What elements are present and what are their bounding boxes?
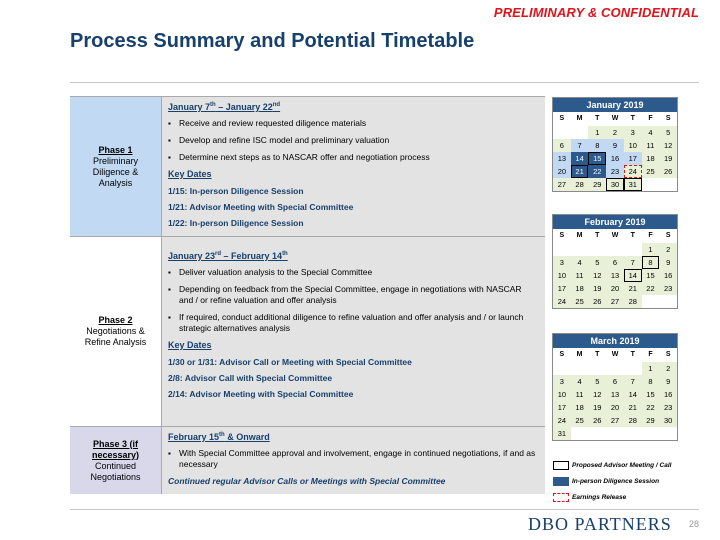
legend-item-proposed bbox=[553, 459, 671, 471]
calendar-day: 21 bbox=[571, 165, 589, 178]
calendar-day: 17 bbox=[624, 152, 642, 165]
calendar-day: 9 bbox=[659, 375, 677, 388]
calendar-empty-cell bbox=[571, 362, 589, 375]
legend-item-earnings bbox=[553, 491, 671, 503]
calendar-empty-cell bbox=[642, 178, 660, 191]
legend-swatch-earnings bbox=[553, 493, 569, 502]
calendar-day: 29 bbox=[588, 178, 606, 191]
company-logo: DBO PARTNERS bbox=[528, 514, 672, 534]
page-title: Process Summary and Potential Timetable bbox=[70, 30, 475, 52]
weekday-label: T bbox=[630, 115, 635, 122]
calendar-day: 28 bbox=[624, 414, 642, 427]
calendar-january bbox=[552, 97, 678, 192]
calendar-day: 19 bbox=[588, 282, 606, 295]
phase-3-desc-line: Continued bbox=[94, 460, 137, 471]
legend-swatch-diligence bbox=[553, 477, 569, 486]
phase-table bbox=[70, 96, 545, 494]
calendar-week-row bbox=[553, 256, 677, 269]
calendar-day: 3 bbox=[624, 126, 642, 139]
calendar-day: 12 bbox=[588, 269, 606, 282]
confidential-label: PRELIMINARY & CONFIDENTIAL bbox=[493, 5, 699, 20]
phase-2-bullet: ▪ Depending on feedback from the Special Committee, engage in negotiations with NASCAR and / or refine valuation and offer analysis bbox=[168, 284, 537, 306]
calendar-day: 2 bbox=[606, 126, 624, 139]
calendar-day: 4 bbox=[571, 375, 589, 388]
weekday-label: S bbox=[665, 115, 671, 122]
weekday-label: S bbox=[665, 351, 671, 358]
phase-3-row bbox=[70, 426, 545, 494]
calendar-day: 30 bbox=[606, 178, 624, 191]
calendar-day: 22 bbox=[588, 165, 606, 178]
calendar-week-row bbox=[553, 401, 677, 414]
calendar-day: 15 bbox=[642, 388, 660, 401]
calendar-weekday-row bbox=[553, 348, 677, 362]
calendar-day: 9 bbox=[659, 256, 677, 269]
calendar-day: 8 bbox=[642, 375, 660, 388]
legend-swatch-proposed bbox=[553, 461, 569, 470]
calendar-day: 26 bbox=[659, 165, 677, 178]
calendar-week-row bbox=[553, 295, 677, 308]
calendar-week-row bbox=[553, 414, 677, 427]
calendar-empty-cell bbox=[606, 362, 624, 375]
calendar-day: 7 bbox=[571, 139, 589, 152]
calendar-day: 28 bbox=[571, 178, 589, 191]
calendar-day: 10 bbox=[624, 139, 642, 152]
calendar-day: 16 bbox=[659, 269, 677, 282]
calendar-day: 2 bbox=[659, 243, 677, 256]
calendar-day: 15 bbox=[642, 269, 660, 282]
calendar-day: 5 bbox=[588, 375, 606, 388]
phase-1-content bbox=[162, 97, 545, 236]
weekday-label: F bbox=[648, 115, 653, 122]
calendar-day: 23 bbox=[606, 165, 624, 178]
calendar-empty-cell bbox=[624, 427, 642, 440]
calendar-empty-cell bbox=[553, 243, 571, 256]
calendar-day: 6 bbox=[606, 256, 624, 269]
calendar-title: February 2019 bbox=[553, 215, 677, 229]
legend-label: In-person Diligence Session bbox=[572, 477, 660, 485]
phase-2-bullet: ▪ Deliver valuation analysis to the Special Committee bbox=[168, 267, 537, 278]
calendar-day: 20 bbox=[606, 282, 624, 295]
legend-item-diligence bbox=[553, 475, 671, 487]
calendar-day: 1 bbox=[642, 362, 660, 375]
weekday-label: W bbox=[611, 232, 619, 239]
weekday-label: T bbox=[630, 232, 635, 239]
calendar-day: 30 bbox=[659, 414, 677, 427]
phase-1-bullet: ▪ Determine next steps as to NASCAR offer and negotiation process bbox=[168, 152, 537, 163]
calendar-day: 17 bbox=[553, 282, 571, 295]
calendar-legend bbox=[553, 459, 671, 507]
phase-1-row bbox=[70, 97, 545, 236]
calendar-empty-cell bbox=[659, 178, 677, 191]
calendar-day: 4 bbox=[642, 126, 660, 139]
calendar-day: 25 bbox=[571, 414, 589, 427]
phase-2-desc-line: Negotiations & bbox=[86, 326, 145, 336]
calendar-day: 12 bbox=[659, 139, 677, 152]
calendar-day: 6 bbox=[606, 375, 624, 388]
calendar-title: March 2019 bbox=[553, 334, 677, 348]
phase-1-label bbox=[70, 97, 162, 236]
phase-2-key-date: 2/14: Advisor Meeting with Special Committee bbox=[168, 389, 354, 399]
calendar-day: 3 bbox=[553, 256, 571, 269]
calendar-empty-cell bbox=[606, 427, 624, 440]
phase-2-date-range: January 23rd – February 14th bbox=[168, 251, 288, 261]
calendar-day: 28 bbox=[624, 295, 642, 308]
calendar-title: January 2019 bbox=[553, 98, 677, 112]
calendar-day: 24 bbox=[624, 165, 642, 178]
calendar-day: 26 bbox=[588, 295, 606, 308]
calendar-day: 5 bbox=[659, 126, 677, 139]
calendar-week-row bbox=[553, 362, 677, 375]
calendar-day: 13 bbox=[606, 269, 624, 282]
calendar-empty-cell bbox=[642, 427, 660, 440]
weekday-label: M bbox=[576, 351, 583, 358]
calendar-empty-cell bbox=[642, 295, 660, 308]
weekday-label: S bbox=[665, 232, 671, 239]
weekday-label: M bbox=[576, 115, 583, 122]
calendar-day: 22 bbox=[642, 401, 660, 414]
weekday-label: W bbox=[611, 351, 619, 358]
calendar-day: 22 bbox=[642, 282, 660, 295]
calendar-day: 31 bbox=[553, 427, 571, 440]
phase-3-name: Phase 3 (if necessary) bbox=[91, 438, 140, 460]
calendar-empty-cell bbox=[588, 362, 606, 375]
weekday-label: W bbox=[611, 115, 619, 122]
calendar-day: 16 bbox=[659, 388, 677, 401]
calendar-day: 23 bbox=[659, 282, 677, 295]
calendar-empty-cell bbox=[553, 126, 571, 139]
phase-2-bullet: ▪ If required, conduct additional diligence to refine valuation and offer analysis and / or launch strategic alternatives analysis bbox=[168, 312, 537, 334]
calendar-day: 20 bbox=[553, 165, 571, 178]
phase-3-label bbox=[70, 427, 162, 494]
weekday-label: S bbox=[559, 115, 565, 122]
legend-label: Earnings Release bbox=[572, 493, 627, 501]
calendar-week-row bbox=[553, 427, 677, 440]
calendar-empty-cell bbox=[588, 243, 606, 256]
weekday-label: S bbox=[559, 232, 565, 239]
calendar-day: 9 bbox=[606, 139, 624, 152]
calendar-day: 15 bbox=[588, 152, 606, 165]
calendar-day: 27 bbox=[606, 295, 624, 308]
calendar-day: 25 bbox=[642, 165, 660, 178]
phase-1-bullet: ▪ Develop and refine ISC model and preliminary valuation bbox=[168, 135, 537, 146]
calendar-day: 12 bbox=[588, 388, 606, 401]
calendar-day: 13 bbox=[553, 152, 571, 165]
calendar-day: 19 bbox=[659, 152, 677, 165]
calendar-empty-cell bbox=[659, 295, 677, 308]
phase-1-key-dates-label: Key Dates bbox=[168, 169, 212, 179]
calendar-week-row bbox=[553, 388, 677, 401]
calendar-day: 13 bbox=[606, 388, 624, 401]
calendar-day: 10 bbox=[553, 269, 571, 282]
calendar-day: 18 bbox=[571, 401, 589, 414]
weekday-label: F bbox=[648, 232, 653, 239]
bottom-divider bbox=[70, 509, 699, 510]
phase-1-desc-line: Analysis bbox=[98, 177, 133, 188]
calendar-day: 27 bbox=[553, 178, 571, 191]
calendar-day: 8 bbox=[588, 139, 606, 152]
calendar-day: 18 bbox=[642, 152, 660, 165]
calendar-day: 7 bbox=[624, 256, 642, 269]
weekday-label: T bbox=[595, 351, 600, 358]
phase-1-desc-line: Diligence & bbox=[92, 166, 139, 177]
weekday-label: T bbox=[630, 351, 635, 358]
calendar-march bbox=[552, 333, 678, 441]
calendar-empty-cell bbox=[659, 427, 677, 440]
calendar-day: 1 bbox=[588, 126, 606, 139]
calendar-day: 23 bbox=[659, 401, 677, 414]
calendar-day: 6 bbox=[553, 139, 571, 152]
calendar-week-row bbox=[553, 152, 677, 165]
calendar-day: 18 bbox=[571, 282, 589, 295]
phase-3-closing: Continued regular Advisor Calls or Meetings with Special Committee bbox=[168, 476, 446, 486]
calendar-day: 24 bbox=[553, 295, 571, 308]
calendar-week-row bbox=[553, 165, 677, 178]
phase-1-name: Phase 1 bbox=[98, 144, 133, 155]
calendar-day: 2 bbox=[659, 362, 677, 375]
calendar-day: 21 bbox=[624, 401, 642, 414]
calendar-week-row bbox=[553, 269, 677, 282]
phase-3-date-range: February 15th & Onward bbox=[168, 432, 270, 442]
calendar-empty-cell bbox=[624, 243, 642, 256]
calendar-day: 16 bbox=[606, 152, 624, 165]
calendar-day: 20 bbox=[606, 401, 624, 414]
calendar-day: 14 bbox=[624, 388, 642, 401]
calendar-day: 11 bbox=[571, 388, 589, 401]
calendar-week-row bbox=[553, 282, 677, 295]
weekday-label: S bbox=[559, 351, 565, 358]
phase-1-bullet: ▪ Receive and review requested diligence materials bbox=[168, 118, 537, 129]
calendar-day: 11 bbox=[571, 269, 589, 282]
phase-2-label bbox=[70, 237, 162, 426]
phase-2-key-date: 2/8: Advisor Call with Special Committee bbox=[168, 373, 333, 383]
phase-3-bullet: ▪ With Special Committee approval and involvement, engage in continued negotiations, if and as necessary bbox=[168, 448, 537, 470]
calendar-day: 17 bbox=[553, 401, 571, 414]
calendar-day: 4 bbox=[571, 256, 589, 269]
phase-2-key-dates-label: Key Dates bbox=[168, 340, 212, 350]
calendar-day: 29 bbox=[642, 414, 660, 427]
phase-2-key-date: 1/30 or 1/31: Advisor Call or Meeting with Special Committee bbox=[168, 357, 412, 367]
calendar-day: 31 bbox=[624, 178, 642, 191]
top-divider bbox=[70, 82, 699, 83]
weekday-label: T bbox=[595, 232, 600, 239]
calendar-day: 19 bbox=[588, 401, 606, 414]
calendar-day: 14 bbox=[624, 269, 642, 282]
calendar-empty-cell bbox=[571, 243, 589, 256]
calendar-day: 10 bbox=[553, 388, 571, 401]
phase-1-key-date: 1/22: In-person Diligence Session bbox=[168, 218, 304, 228]
calendar-day: 3 bbox=[553, 375, 571, 388]
legend-label: Proposed Advisor Meeting / Call bbox=[572, 461, 672, 469]
weekday-label: M bbox=[576, 232, 583, 239]
calendar-day: 24 bbox=[553, 414, 571, 427]
calendar-day: 1 bbox=[642, 243, 660, 256]
phase-1-date-range: January 7th – January 22nd bbox=[168, 102, 281, 112]
calendar-empty-cell bbox=[588, 427, 606, 440]
phase-1-key-date: 1/21: Advisor Meeting with Special Committee bbox=[168, 202, 354, 212]
calendar-week-row bbox=[553, 243, 677, 256]
weekday-label: T bbox=[595, 115, 600, 122]
calendar-day: 26 bbox=[588, 414, 606, 427]
calendar-empty-cell bbox=[624, 362, 642, 375]
calendar-day: 7 bbox=[624, 375, 642, 388]
calendar-february bbox=[552, 214, 678, 309]
calendar-empty-cell bbox=[553, 362, 571, 375]
calendar-day: 5 bbox=[588, 256, 606, 269]
calendar-day: 14 bbox=[571, 152, 589, 165]
calendar-day: 27 bbox=[606, 414, 624, 427]
phase-3-desc-line: Negotiations bbox=[90, 471, 141, 482]
phase-2-content bbox=[162, 237, 545, 426]
calendar-weekday-row bbox=[553, 112, 677, 126]
calendar-day: 8 bbox=[642, 256, 660, 269]
phase-2-name: Phase 2 bbox=[98, 315, 133, 325]
calendar-empty-cell bbox=[606, 243, 624, 256]
calendar-week-row bbox=[553, 178, 677, 191]
calendar-day: 11 bbox=[642, 139, 660, 152]
calendar-day: 25 bbox=[571, 295, 589, 308]
phase-3-content bbox=[162, 427, 545, 494]
calendar-day: 21 bbox=[624, 282, 642, 295]
phase-1-key-date: 1/15: In-person Diligence Session bbox=[168, 186, 304, 196]
phase-1-desc-line: Preliminary bbox=[92, 155, 138, 166]
calendar-weekday-row bbox=[553, 229, 677, 243]
calendar-empty-cell bbox=[571, 427, 589, 440]
phase-2-row bbox=[70, 236, 545, 426]
calendar-week-row bbox=[553, 375, 677, 388]
phase-2-desc-line: Refine Analysis bbox=[84, 337, 147, 347]
weekday-label: F bbox=[648, 351, 653, 358]
calendar-empty-cell bbox=[571, 126, 589, 139]
calendar-week-row bbox=[553, 126, 677, 139]
calendar-week-row bbox=[553, 139, 677, 152]
page-number: 28 bbox=[688, 519, 699, 529]
